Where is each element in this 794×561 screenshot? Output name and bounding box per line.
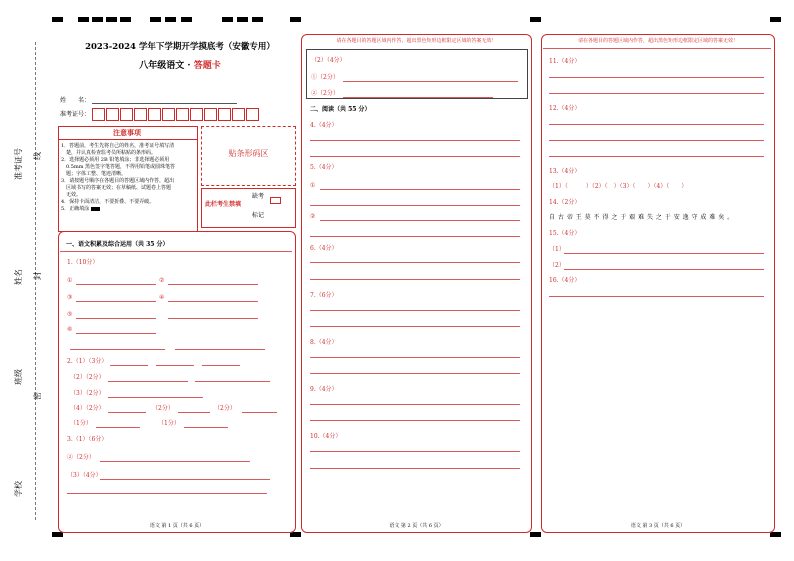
answer-line[interactable] bbox=[310, 420, 520, 421]
subject-name: 八年级语文 · bbox=[139, 61, 194, 71]
class-side-label: 班级 bbox=[14, 369, 23, 385]
note-line: 5．正确填涂 bbox=[61, 206, 195, 213]
answer-line[interactable] bbox=[310, 156, 520, 157]
dense-char: 密 bbox=[33, 392, 42, 400]
c5: ⑤ bbox=[67, 311, 73, 318]
id-side-label: 准考证号 bbox=[14, 148, 23, 180]
id-digit-cell[interactable] bbox=[134, 108, 147, 121]
answer-line[interactable] bbox=[549, 93, 764, 94]
answer-line[interactable] bbox=[168, 301, 258, 302]
warning-2: 请在各题目的答题区域内作答，超出黑色矩形边框限定区域的答案无效！ bbox=[336, 38, 497, 44]
answer-line[interactable] bbox=[108, 412, 146, 413]
answer-area-1 bbox=[58, 231, 296, 533]
q10-label: 10.（4分） bbox=[310, 433, 342, 440]
answer-line[interactable] bbox=[76, 318, 156, 319]
section-1-rule bbox=[60, 251, 292, 252]
position-mark bbox=[252, 17, 263, 22]
note-line: 楚，并认真检查监考员所粘贴的条形码。 bbox=[61, 150, 157, 156]
note-line: 区域书写的答案无效；在草稿纸、试题卷上答题 bbox=[61, 185, 172, 191]
q5-c1: ① bbox=[310, 182, 316, 189]
q14-text: 自 古 帝 王 莫 不 得 之 于 艰 难 失 之 于 安 逸 守 成 难 矣 。 bbox=[549, 214, 734, 221]
answer-line[interactable] bbox=[76, 333, 156, 334]
id-digit-cell[interactable] bbox=[162, 108, 175, 121]
q12-label: 12.（4分） bbox=[549, 105, 581, 112]
q13-options: （1）（ ）（2）（ ）（3）（ ）（4）（ ） bbox=[549, 183, 688, 190]
id-digit-cell[interactable] bbox=[92, 108, 105, 121]
note-line: 无效。 bbox=[61, 192, 82, 198]
position-mark bbox=[237, 17, 248, 22]
answer-line[interactable] bbox=[168, 284, 258, 285]
answer-line[interactable] bbox=[76, 284, 156, 285]
position-mark bbox=[52, 17, 63, 22]
q14-label: 14.（2分） bbox=[549, 199, 581, 206]
q8-label: 8.（4分） bbox=[310, 339, 338, 346]
position-mark bbox=[165, 17, 176, 22]
seal-char: 封 bbox=[33, 272, 42, 280]
answer-line[interactable] bbox=[320, 189, 520, 190]
answer-line[interactable] bbox=[549, 296, 764, 297]
q5-label: 5.（4分） bbox=[310, 164, 338, 171]
q3b-label: ②（2分） bbox=[67, 454, 95, 461]
filled-sample bbox=[91, 207, 100, 211]
note-line: 0.5mm 黑色签字笔答题，不得用铅笔或圆珠笔答 bbox=[61, 164, 176, 170]
q9-label: 9.（4分） bbox=[310, 386, 338, 393]
id-digit-cell[interactable] bbox=[106, 108, 119, 121]
absent-checkbox[interactable] bbox=[270, 197, 281, 204]
q4-label: 4.（4分） bbox=[310, 122, 338, 129]
note-line: 3．请按题号顺序在各题目的答题区域内作答，超出 bbox=[61, 178, 175, 184]
answer-line[interactable] bbox=[320, 220, 520, 221]
notes-list bbox=[61, 143, 195, 213]
answer-line[interactable] bbox=[549, 140, 764, 141]
answer-line[interactable] bbox=[310, 326, 520, 327]
answer-line[interactable] bbox=[549, 156, 764, 157]
q6-label: 6.（4分） bbox=[310, 245, 338, 252]
answer-line[interactable] bbox=[343, 97, 493, 98]
seal-dashed-line bbox=[35, 42, 36, 520]
answer-line[interactable] bbox=[310, 451, 520, 452]
answer-line[interactable] bbox=[564, 253, 764, 254]
id-digit-cell[interactable] bbox=[148, 108, 161, 121]
q3c-label: （3）（4分） bbox=[67, 472, 102, 479]
note-line: 4．保持卡面清洁，不要折叠、不要弄破。 bbox=[61, 199, 155, 205]
position-mark bbox=[120, 17, 131, 22]
q2e1-label: （1分） bbox=[70, 420, 92, 427]
position-mark bbox=[150, 17, 161, 22]
answer-line[interactable] bbox=[108, 397, 203, 398]
position-mark bbox=[78, 17, 89, 22]
q2-label: 2.（1）（3分） bbox=[67, 358, 108, 365]
position-mark bbox=[530, 17, 541, 22]
answer-line[interactable] bbox=[76, 301, 156, 302]
answer-line[interactable] bbox=[202, 365, 240, 366]
id-digit-cell[interactable] bbox=[204, 108, 217, 121]
answer-line[interactable] bbox=[310, 205, 520, 206]
note-line: 题；字体工整、笔迹清晰。 bbox=[61, 171, 127, 177]
position-mark bbox=[290, 17, 301, 22]
name-input-line[interactable] bbox=[92, 103, 237, 104]
position-mark bbox=[770, 532, 781, 537]
q15-label: 15.（4分） bbox=[549, 230, 581, 237]
q2d-label: （4）（2分） bbox=[70, 405, 105, 412]
answer-line[interactable] bbox=[100, 461, 250, 462]
q7-label: 7.（6分） bbox=[310, 292, 338, 299]
position-mark bbox=[92, 17, 103, 22]
answer-line[interactable] bbox=[310, 236, 520, 237]
q16-label: 16.（4分） bbox=[549, 277, 581, 284]
position-mark bbox=[770, 17, 781, 22]
q13-label: 13.（4分） bbox=[549, 168, 581, 175]
answer-line[interactable] bbox=[184, 427, 228, 428]
answer-line[interactable] bbox=[70, 349, 165, 350]
absent-label: 此栏考生禁填 bbox=[205, 201, 242, 208]
answer-line[interactable] bbox=[178, 412, 210, 413]
answer-line[interactable] bbox=[156, 365, 194, 366]
answer-line[interactable] bbox=[310, 357, 520, 358]
answer-line[interactable] bbox=[564, 269, 764, 270]
answer-line[interactable] bbox=[310, 310, 520, 311]
id-digit-cell[interactable] bbox=[120, 108, 133, 121]
q5-c2: ② bbox=[310, 213, 316, 220]
notes-title: 注意事项 bbox=[113, 128, 141, 137]
answer-line[interactable] bbox=[168, 318, 258, 319]
answer-line[interactable] bbox=[100, 479, 270, 480]
q15a-label: （1） bbox=[549, 246, 565, 253]
absent-word-1: 缺考 bbox=[252, 193, 265, 200]
warning-3: 请在各题目的答题区域内作答，超出黑色矩形边框限定区域的答案无效！ bbox=[577, 38, 738, 44]
page-footer-2: 语文 第 2 页（共 6 页） bbox=[389, 523, 444, 529]
a1-label: ①（2分） bbox=[311, 74, 339, 81]
id-digit-cell[interactable] bbox=[232, 108, 245, 121]
page-footer-3: 语文 第 3 页（共 6 页） bbox=[630, 523, 686, 529]
answer-line[interactable] bbox=[195, 381, 270, 382]
section-1-title: 一、语文积累及综合运用（共 35 分） bbox=[66, 241, 169, 248]
id-label: 准考证号： bbox=[60, 111, 91, 118]
title-rule-3 bbox=[543, 48, 771, 49]
answer-line[interactable] bbox=[310, 262, 520, 263]
answer-line[interactable] bbox=[549, 77, 764, 78]
c2: ② bbox=[159, 277, 165, 284]
id-digit-cell[interactable] bbox=[246, 108, 259, 121]
q2b-label: （2）（2分） bbox=[70, 374, 105, 381]
c6: ⑥ bbox=[67, 326, 73, 333]
q2e2-label: （1分） bbox=[158, 420, 180, 427]
q2d3-label: （2分） bbox=[214, 405, 236, 412]
school-side-label: 学校 bbox=[14, 481, 23, 497]
absent-word-2: 标记 bbox=[252, 212, 265, 219]
position-mark bbox=[181, 17, 192, 22]
q1-label: 1.（10分） bbox=[67, 259, 99, 266]
name-label: 姓 名： bbox=[60, 97, 91, 104]
q2-4-label: （2）（4分） bbox=[311, 57, 346, 64]
line-char: 线 bbox=[33, 152, 42, 160]
notes-title-rule bbox=[58, 139, 197, 140]
answer-line[interactable] bbox=[108, 381, 188, 382]
c3: ③ bbox=[67, 294, 73, 301]
answer-sheet-label: 答题卡 bbox=[193, 61, 221, 71]
q11-label: 11.（4分） bbox=[549, 58, 581, 65]
c4: ④ bbox=[159, 294, 165, 301]
answer-line[interactable] bbox=[110, 365, 148, 366]
answer-line[interactable] bbox=[310, 279, 520, 280]
answer-line[interactable] bbox=[310, 468, 520, 469]
subject-title bbox=[60, 58, 300, 71]
c1: ① bbox=[67, 277, 73, 284]
answer-line[interactable] bbox=[242, 412, 277, 413]
answer-line[interactable] bbox=[310, 404, 520, 405]
answer-line[interactable] bbox=[310, 140, 520, 141]
answer-line[interactable] bbox=[175, 349, 265, 350]
id-digit-cell[interactable] bbox=[218, 108, 231, 121]
section-2-title: 二、阅读（共 55 分） bbox=[310, 106, 371, 113]
position-mark bbox=[530, 532, 541, 537]
answer-line[interactable] bbox=[67, 493, 267, 494]
note-line: 2．选择题必须用 2B 铅笔填涂；非选择题必须用 bbox=[61, 157, 170, 163]
barcode-label: 贴条形码区 bbox=[228, 149, 269, 158]
id-digit-cell[interactable] bbox=[190, 108, 203, 121]
exam-title: 2023-2024 学年下学期开学摸底考（安徽专用） bbox=[85, 42, 275, 52]
id-digit-cell[interactable] bbox=[176, 108, 189, 121]
q15b-label: （2） bbox=[549, 262, 565, 269]
answer-line[interactable] bbox=[549, 124, 764, 125]
a2-label: ②（2分） bbox=[311, 90, 339, 97]
q2d2-label: （2分） bbox=[152, 405, 174, 412]
note-line: 1．答题前，考生先将自己的姓名，准考证号填写清 bbox=[61, 143, 175, 149]
page-footer-1: 语文 第 1 页（共 6 页） bbox=[149, 523, 205, 529]
q2c-label: （3）（2分） bbox=[70, 390, 105, 397]
q3-label: 3.（1）（6分） bbox=[67, 436, 108, 443]
position-mark bbox=[222, 17, 233, 22]
answer-line[interactable] bbox=[310, 373, 520, 374]
answer-line[interactable] bbox=[96, 427, 140, 428]
answer-line[interactable] bbox=[343, 81, 518, 82]
name-side-label: 姓名 bbox=[14, 269, 23, 285]
position-mark bbox=[106, 17, 117, 22]
